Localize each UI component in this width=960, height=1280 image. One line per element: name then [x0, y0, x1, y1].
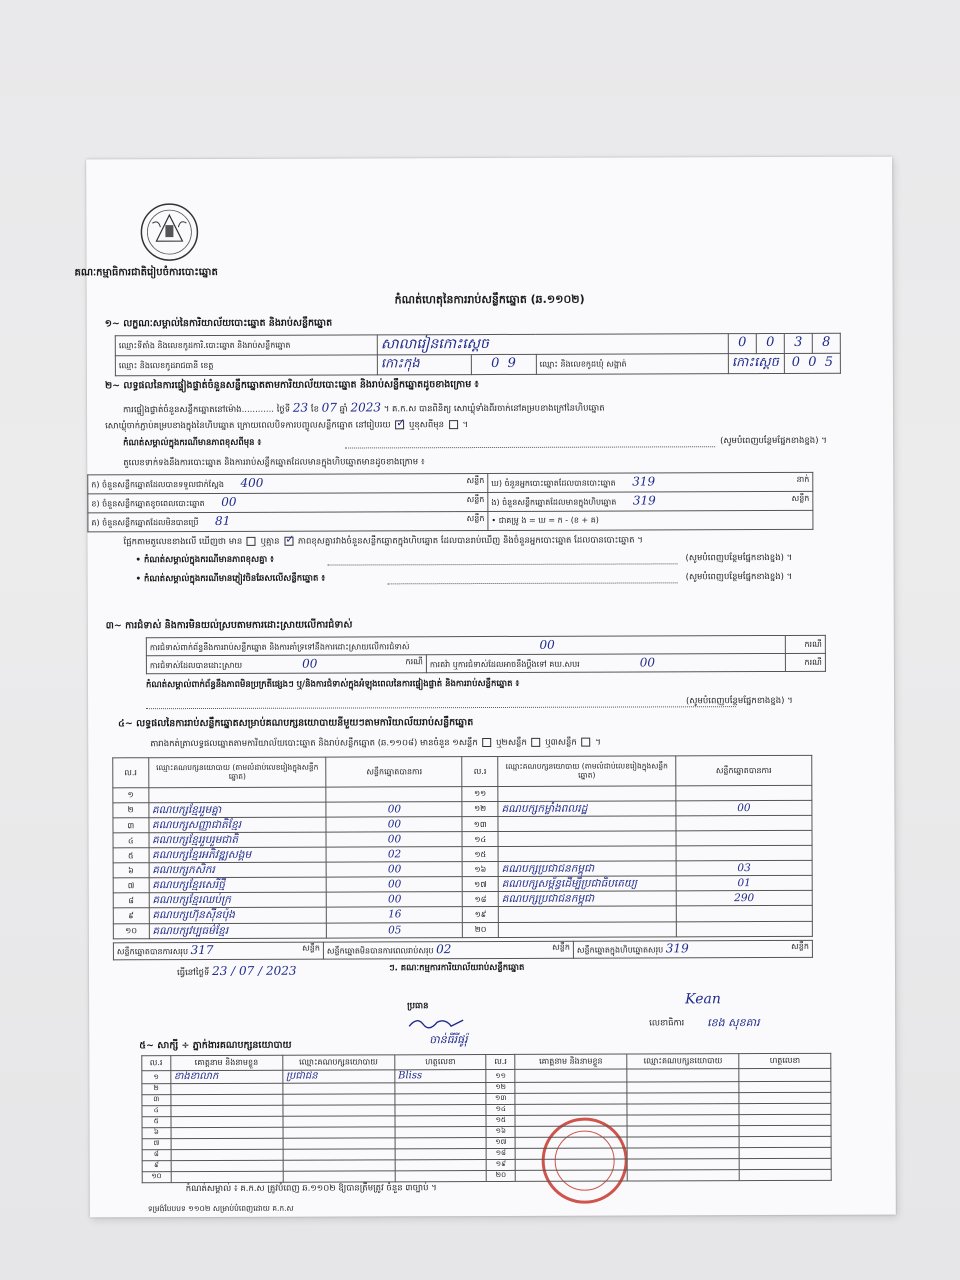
party-results-table — [112, 755, 813, 939]
witness-name — [515, 1137, 627, 1148]
objection-row-1: ការជំទាស់ពាក់ព័ន្ធនឹងការរាប់សន្លឹកឆ្នោត និងការគាំទ្រទៅនឹងការដោះស្រាយលើការជំទាស់ 00 — [146, 635, 785, 655]
witness-name — [171, 1116, 283, 1127]
witness-signature — [739, 1125, 831, 1136]
witness-signature — [739, 1103, 831, 1114]
party-votes: 00 — [327, 862, 463, 878]
chair-signature-icon — [407, 1014, 467, 1032]
witness-signature — [395, 1126, 487, 1137]
one-sheet-checkbox[interactable] — [482, 738, 491, 747]
party-name: គណបក្សខ្មែរអភិវឌ្ឍសង្គម — [149, 847, 327, 863]
count-row-c: គ) ចំនួនសន្លឹកឆ្នោតដែលមិនបានប្រើ 81 សន្លឹក — [88, 512, 488, 532]
witness-no: ១៦ — [487, 1126, 516, 1137]
location-code-digit: 8 — [812, 333, 840, 353]
party-votes: 02 — [326, 847, 462, 863]
witness-signature — [395, 1137, 487, 1148]
section-1-title: ១~ លក្ខណៈសម្គាល់នៃការិយាល័យបោះឆ្នោត និងរាប់សន្លឹកឆ្នោត — [104, 317, 333, 330]
inbox-total: សន្លឹកឆ្នោតក្នុងហិបឆ្នោតសរុប 319 សន្លឹក — [573, 940, 812, 958]
witness-signature — [395, 1093, 487, 1104]
party-votes: 290 — [676, 891, 812, 907]
commune-value: កោះស្តេច — [728, 353, 784, 373]
witness-no: ៧ — [142, 1138, 171, 1149]
witness-signature — [739, 1114, 831, 1125]
witness-party — [627, 1069, 739, 1082]
verification-line: ការផ្ទៀងផ្ទាត់ចំនួនសន្លឹកឆ្នោតនៅម៉ោង............ ថ្ងៃទី 23 ខែ 07 ឆ្នាំ 2023 ។ គ.ក.ស បានពិនិត្យ សោឃ្លុំទាំងពីរចាក់នៅគម្របខាងក្រៅនៃហិបឆ្នោត — [123, 400, 605, 416]
table-row — [113, 921, 812, 939]
section-5-title: ៥~ សាក្សី ÷ ភ្នាក់ងារគណបក្សនយោបាយ — [139, 1039, 292, 1052]
difference-check-line: ផ្អែកតាមតួលេខខាងលើ ឃើញថា មាន ឬគ្មាន ✓ ភាពខុសគ្នារវាងចំនួនសន្លឹកឆ្នោតក្នុងហិបឆ្នោត ដែលបានរាប់ឃើញ និងចំនួនអ្នកបោះឆ្នោត ដែលបានបោះឆ្នោត ។ — [123, 535, 642, 548]
three-sheet-checkbox[interactable] — [581, 738, 590, 747]
witness-name — [515, 1104, 627, 1115]
objection-unit: ករណី — [785, 635, 825, 653]
document-title: កំណត់ហេតុនៃការរាប់សន្លឹកឆ្នោត (ឆ.១១០២) — [394, 292, 585, 307]
party-name: គណបក្សកសិករ — [149, 862, 327, 878]
secretary-signature: Kean — [685, 991, 721, 1008]
province-code: 0 9 — [471, 354, 536, 374]
col-no: ល.រ — [113, 758, 149, 788]
witness-signature — [395, 1148, 487, 1159]
witness-party — [627, 1092, 739, 1103]
party-no: ១១ — [462, 786, 498, 801]
witness-name — [515, 1115, 627, 1126]
location-code-digit: 0 — [756, 333, 784, 353]
has-difference-checkbox[interactable] — [247, 537, 256, 546]
witness-no: ១១ — [486, 1069, 515, 1082]
witness-no: ៦ — [142, 1127, 171, 1138]
witness-no: ១៣ — [486, 1093, 515, 1104]
objection-unit: ករណី — [785, 653, 825, 671]
witness-party — [627, 1147, 739, 1158]
location-code-digit: 3 — [784, 333, 812, 353]
witness-signature — [739, 1147, 831, 1158]
section-1-table — [115, 333, 841, 377]
witness-name — [171, 1149, 283, 1160]
w-col-name: គោត្តនាម និងនាមខ្លួន — [515, 1054, 627, 1069]
witness-party — [283, 1093, 395, 1104]
difference-note-label: កំណត់សម្គាល់ក្នុងករណីមានភាពខុសពីមុន ៖ — [123, 437, 262, 449]
witness-no: ៥ — [142, 1116, 171, 1127]
party-name — [498, 786, 676, 802]
two-sheet-checkbox[interactable] — [532, 738, 541, 747]
party-no: ១៩ — [463, 907, 499, 922]
irregularity-field — [146, 697, 736, 709]
commune-label: ឈ្មោះ និងលេខកូដឃុំ សង្កាត់ — [536, 354, 728, 375]
party-no: ១៦ — [463, 862, 499, 877]
witness-name — [170, 1105, 282, 1116]
party-votes — [676, 846, 812, 862]
counts-intro: តួលេខទាក់ទងនឹងការបោះឆ្នោត និងការរាប់សន្លឹកឆ្នោតដែលមានក្នុងហិបឆ្នោតមានដូចខាងក្រោម ៖ — [123, 457, 425, 469]
witness-name — [515, 1082, 627, 1093]
party-name: គណបក្សសម្ព័ន្ធដើម្បីប្រជាធិបតេយ្យ — [498, 876, 676, 892]
count-row-a: ក) ចំនួនសន្លឹកឆ្នោតដែលបានទទួលជាក់ស្តែង 400 សន្លឹក — [88, 474, 488, 494]
party-name: គណបក្សសញ្ញាជាតិខ្មែរ — [149, 817, 327, 833]
witness-table — [141, 1053, 831, 1183]
witness-party — [283, 1126, 395, 1137]
witness-no: ១៧ — [487, 1137, 516, 1148]
party-no: ៩ — [113, 908, 149, 923]
difference-note-field — [345, 437, 715, 448]
party-votes: 00 — [327, 877, 463, 893]
witness-signature — [395, 1115, 487, 1126]
witness-signature — [739, 1158, 831, 1169]
secretary-label: លេខាធិការ — [649, 1018, 685, 1029]
witness-signature — [395, 1104, 487, 1115]
party-name — [498, 846, 676, 862]
witness-no: ១៥ — [486, 1115, 515, 1126]
marks-bullet-field — [388, 573, 678, 584]
party-name — [498, 906, 676, 922]
commune-code: 0 0 5 — [784, 353, 840, 373]
committee-name: គណៈកម្មាធិការជាតិរៀបចំការបោះឆ្នោត — [74, 266, 218, 279]
witness-party — [283, 1148, 395, 1159]
invalid-total: សន្លឹកឆ្នោតមិនបានការពេលរាប់សរុប 02 សន្លឹក — [323, 941, 573, 959]
witness-name — [171, 1138, 283, 1149]
chair-label: ប្រធាន — [407, 1001, 429, 1012]
results-intro: តារាងកត់ត្រាលទ្ធផលឆ្នោតតាមការិយាល័យបោះឆ្នោត និងរាប់សន្លឹកឆ្នោត (ឆ.១១០៨) មានចំនួន ១សន្លឹក ឬ២សន្លឹក ឬ៣សន្លឹក ។ — [150, 737, 601, 750]
witness-name — [171, 1171, 283, 1182]
w-col-name: គោត្តនាម និងនាមខ្លួន — [170, 1055, 282, 1070]
party-votes — [676, 815, 812, 831]
witness-party — [627, 1114, 739, 1125]
witness-name — [515, 1159, 627, 1170]
difference-bullet-field — [328, 554, 678, 565]
objection-resolved: ការជំទាស់ដែលបានដោះស្រាយ 00 ករណី — [146, 655, 426, 674]
form-code: ទម្រង់បែបបទ ១១០២ សម្រាប់បំពេញដោយ គ.ក.ស — [147, 1203, 294, 1214]
party-name — [498, 816, 676, 832]
lock-check-line: សោឃ្លុំចាក់ភ្ជាប់គម្របខាងក្នុងនៃហិបឆ្នោត ក្រោយពេលបិទការបញ្ចូលសន្លឹកឆ្នោត នៅរៀបរយ ✓ ឬខុសពីមុន ។ — [105, 420, 468, 432]
witness-party — [283, 1082, 395, 1093]
witness-party — [283, 1170, 395, 1181]
party-votes — [676, 906, 812, 922]
col-party: ឈ្មោះគណបក្សនយោបាយ (តាមលំដាប់លេខរៀងក្នុងសន្លឹកឆ្នោត) — [498, 756, 676, 787]
witness-party — [627, 1103, 739, 1114]
witness-name — [515, 1148, 627, 1159]
witness-name — [170, 1094, 282, 1105]
witness-signature — [739, 1136, 831, 1147]
valid-total: សន្លឹកឆ្នោតបានការសរុប 317 សន្លឹក — [113, 942, 323, 960]
count-committee: ៗ. គណៈកម្មការការិយាល័យរាប់សន្លឹកឆ្នោត — [388, 962, 525, 974]
witness-name — [515, 1126, 627, 1137]
party-no: ២០ — [463, 922, 499, 937]
witness-no: ១៨ — [487, 1148, 516, 1159]
difference-bullet: • កំណត់សម្គាល់ក្នុងករណីមានភាពខុសគ្នា ៖ — [135, 554, 274, 566]
election-count-form — [74, 157, 896, 1218]
witness-no: ៨ — [142, 1149, 171, 1160]
witness-party — [283, 1115, 395, 1126]
witness-party — [627, 1136, 739, 1147]
witness-no: ២០ — [487, 1170, 516, 1181]
fill-hint: (សូមបំពេញបន្ថែមផ្នែកខាងខ្នង) ។ — [720, 435, 827, 447]
party-votes: 01 — [676, 876, 812, 892]
w-col-party: ឈ្មោះគណបក្សនយោបាយ — [627, 1054, 739, 1069]
count-row-e: ង) ចំនួនសន្លឹកឆ្នោតដែលមានក្នុងហិបឆ្នោត 319 សន្លឹក — [488, 491, 813, 511]
province-label: ឈ្មោះ និងលេខកូដរាជធានី ខេត្ត — [115, 355, 377, 376]
witness-signature — [395, 1082, 487, 1093]
witness-no: ១២ — [486, 1082, 515, 1093]
witness-party: ប្រជាជន — [282, 1070, 394, 1083]
witness-no: ១ — [142, 1071, 171, 1084]
irregularity-note: កំណត់សម្គាល់ពាក់ព័ន្ធនឹងភាពមិនប្រក្រតីផ្សេងៗ ឬ/និងការជំទាស់ក្នុងអំឡុងពេលនៃការផ្ទៀងផ្ទាត់ និងការរាប់សន្លឹកឆ្នោត ៖ — [145, 678, 520, 691]
party-no: ១៨ — [463, 892, 499, 907]
witness-no: ១៩ — [487, 1159, 516, 1170]
witness-name — [171, 1160, 283, 1171]
party-votes: 00 — [326, 817, 462, 833]
col-votes: សន្លឹកឆ្នោតបានការ — [676, 755, 812, 785]
witness-signature — [739, 1068, 831, 1081]
totals-row — [113, 940, 813, 960]
party-no: ១៤ — [462, 832, 498, 847]
in-order-checkbox[interactable] — [395, 420, 404, 429]
witness-no: ៣ — [142, 1094, 171, 1105]
w-col-party: ឈ្មោះគណបក្សនយោបាយ — [282, 1055, 394, 1070]
party-name: គណបក្សខ្មែរឈប់ក្រ — [149, 892, 327, 908]
witness-no: ២ — [142, 1083, 171, 1094]
party-name — [498, 831, 676, 847]
witness-signature — [395, 1170, 487, 1181]
nec-emblem-icon — [138, 201, 200, 263]
party-votes: 05 — [327, 922, 463, 938]
witness-name — [515, 1170, 627, 1181]
party-name: គណបក្សហ៊ុនស៊ីនប៉ុង — [149, 908, 327, 924]
province-value: កោះកុង — [377, 355, 471, 375]
witness-no: ១០ — [142, 1171, 171, 1182]
count-formula: • ជាគម្រូ ង = ឃ = ក - (ខ + គ) — [488, 510, 813, 530]
signing-date: ធ្វើនៅថ្ងៃទី 23 / 07 / 2023 — [176, 963, 297, 979]
party-no: ១៧ — [463, 877, 499, 892]
party-votes — [676, 831, 812, 847]
witness-name — [515, 1093, 627, 1104]
secretary-name: ខេង សុខគារ — [707, 1016, 760, 1030]
witness-name — [515, 1069, 627, 1082]
party-no: ៨ — [113, 893, 149, 908]
witness-signature — [739, 1092, 831, 1103]
party-name: គណបក្សប្រជាជនកម្ពុជា — [498, 891, 676, 907]
witness-signature — [395, 1159, 487, 1170]
party-no: ៣ — [113, 818, 149, 833]
fill-hint: (សូមបំពេញបន្ថែមផ្នែកខាងខ្នង) ។ — [686, 695, 793, 707]
witness-signature: Bliss — [395, 1070, 487, 1083]
count-row-d: ឃ) ចំនួនអ្នកបោះឆ្នោតដែលបានបោះឆ្នោត 319 នាក់ — [488, 472, 813, 492]
objection-appeal: ការតវ៉ា ឬការជំទាស់ដែលអាចនឹងប្តឹងទៅ គឃ.សបរ 00 — [426, 653, 785, 672]
location-label: ឈ្មោះទីតាំង និងលេខកូដការិ.បោះឆ្នោត និងរាប់សន្លឹកឆ្នោត — [115, 335, 377, 356]
col-party: ឈ្មោះគណបក្សនយោបាយ (តាមលំដាប់លេខរៀងក្នុងសន្លឹកឆ្នោត) — [148, 757, 326, 788]
witness-party — [627, 1169, 739, 1180]
party-no: ១៣ — [462, 817, 498, 832]
witness-party — [283, 1159, 395, 1170]
w-col-sig: ហត្ថលេខា — [739, 1053, 831, 1068]
party-name: គណបក្សកម្លាំងពលរដ្ឋ — [498, 801, 676, 817]
party-name: គណបក្សខ្មែររួមគ្នា — [148, 802, 326, 818]
witness-no: ៤ — [142, 1105, 171, 1116]
party-votes: 00 — [326, 832, 462, 848]
party-no: ២ — [113, 803, 149, 818]
different-checkbox[interactable] — [449, 420, 458, 429]
witness-no: ៩ — [142, 1160, 171, 1171]
section-2-title: ២~ លទ្ធផលនៃការផ្ទៀងផ្ទាត់ចំនួនសន្លឹកឆ្នោតតាមការិយាល័យបោះឆ្នោត និងរាប់សន្លឹកឆ្នោតដូចខាងក្រោម ៖ — [104, 379, 479, 392]
witness-party — [627, 1081, 739, 1092]
party-no: ៤ — [113, 833, 149, 848]
table-row — [142, 1169, 831, 1182]
witness-party — [627, 1158, 739, 1169]
party-votes — [326, 787, 462, 802]
w-col-sig: ហត្ថលេខា — [395, 1055, 487, 1070]
objections-table — [146, 635, 826, 674]
party-name: គណបក្សវប្បធម៌ខ្មែរ — [149, 923, 327, 939]
party-votes — [676, 785, 812, 800]
fill-hint: (សូមបំពេញបន្ថែមផ្នែកខាងខ្នង) ។ — [685, 571, 793, 583]
location-code-digit: 0 — [728, 334, 756, 354]
party-votes: 03 — [676, 861, 812, 877]
witness-signature — [739, 1081, 831, 1092]
party-no: ១០ — [113, 923, 149, 938]
party-votes: 16 — [327, 907, 463, 923]
witness-name: ខាងខាលាក — [170, 1070, 282, 1083]
fill-hint: (សូមបំពេញបន្ថែមផ្នែកខាងខ្នង) ។ — [685, 552, 793, 564]
witness-party — [627, 1125, 739, 1136]
witness-name — [170, 1083, 282, 1094]
party-votes — [676, 921, 812, 937]
party-no: ១៥ — [463, 847, 499, 862]
party-no: ១ — [113, 788, 149, 803]
party-name: គណបក្សខ្មែររួបរួមជាតិ — [149, 832, 327, 848]
party-name: គណបក្សខ្មែរសេរីថ្មី — [149, 877, 327, 893]
party-no: ៧ — [113, 878, 149, 893]
party-name: គណបក្សប្រជាជនកម្ពុជា — [498, 861, 676, 877]
party-no: ១២ — [462, 801, 498, 816]
section-4-title: ៤~ លទ្ធផលនៃការរាប់សន្លឹកឆ្នោតសម្រាប់គណបក្សនយោបាយនីមួយៗតាមការិយាល័យរាប់សន្លឹកឆ្នោត — [118, 717, 474, 730]
w-col-no: ល.រ — [142, 1056, 171, 1071]
location-value: សាលារៀនកោះស្តេច — [377, 334, 728, 355]
ballot-counts-table — [87, 472, 813, 533]
witness-party — [283, 1104, 395, 1115]
footnote: កំណត់សម្គាល់ ៖ គ.ក.ស ត្រូវបំពេញ ឆ.១១០២ ឱ្យបានត្រឹមត្រូវ ចំនួន ៣ច្បាប់ ។ — [185, 1183, 437, 1195]
section-3-title: ៣~ ការជំទាស់ និងការមិនយល់ស្របតាមការដោះស្រាយលើការជំទាស់ — [105, 619, 353, 632]
witness-no: ១៤ — [486, 1104, 515, 1115]
party-votes: 00 — [326, 802, 462, 818]
witness-name — [171, 1127, 283, 1138]
chair-name: ចាន់ធីរីផូរ៉ុ — [429, 1033, 468, 1047]
marks-bullet: • កំណត់សម្គាល់ក្នុងករណីមានភ្ញៀវចិនឆែសលើសន្លឹកឆ្នោត ៖ — [135, 573, 326, 585]
party-votes: 00 — [327, 892, 463, 908]
col-votes: សន្លឹកឆ្នោតបានការ — [326, 757, 462, 787]
party-no: ៥ — [113, 848, 149, 863]
count-row-b: ខ) ចំនួនសន្លឹកឆ្នោតខូចពេលបោះឆ្នោត 00 សន្លឹក — [88, 493, 488, 513]
party-no: ៦ — [113, 863, 149, 878]
party-name — [498, 921, 676, 937]
col-no: ល.រ — [462, 756, 498, 786]
party-name — [148, 787, 326, 803]
witness-signature — [739, 1169, 831, 1180]
no-difference-checkbox[interactable] — [284, 537, 293, 546]
w-col-no: ល.រ — [486, 1054, 515, 1069]
party-votes: 00 — [676, 800, 812, 816]
witness-party — [283, 1137, 395, 1148]
